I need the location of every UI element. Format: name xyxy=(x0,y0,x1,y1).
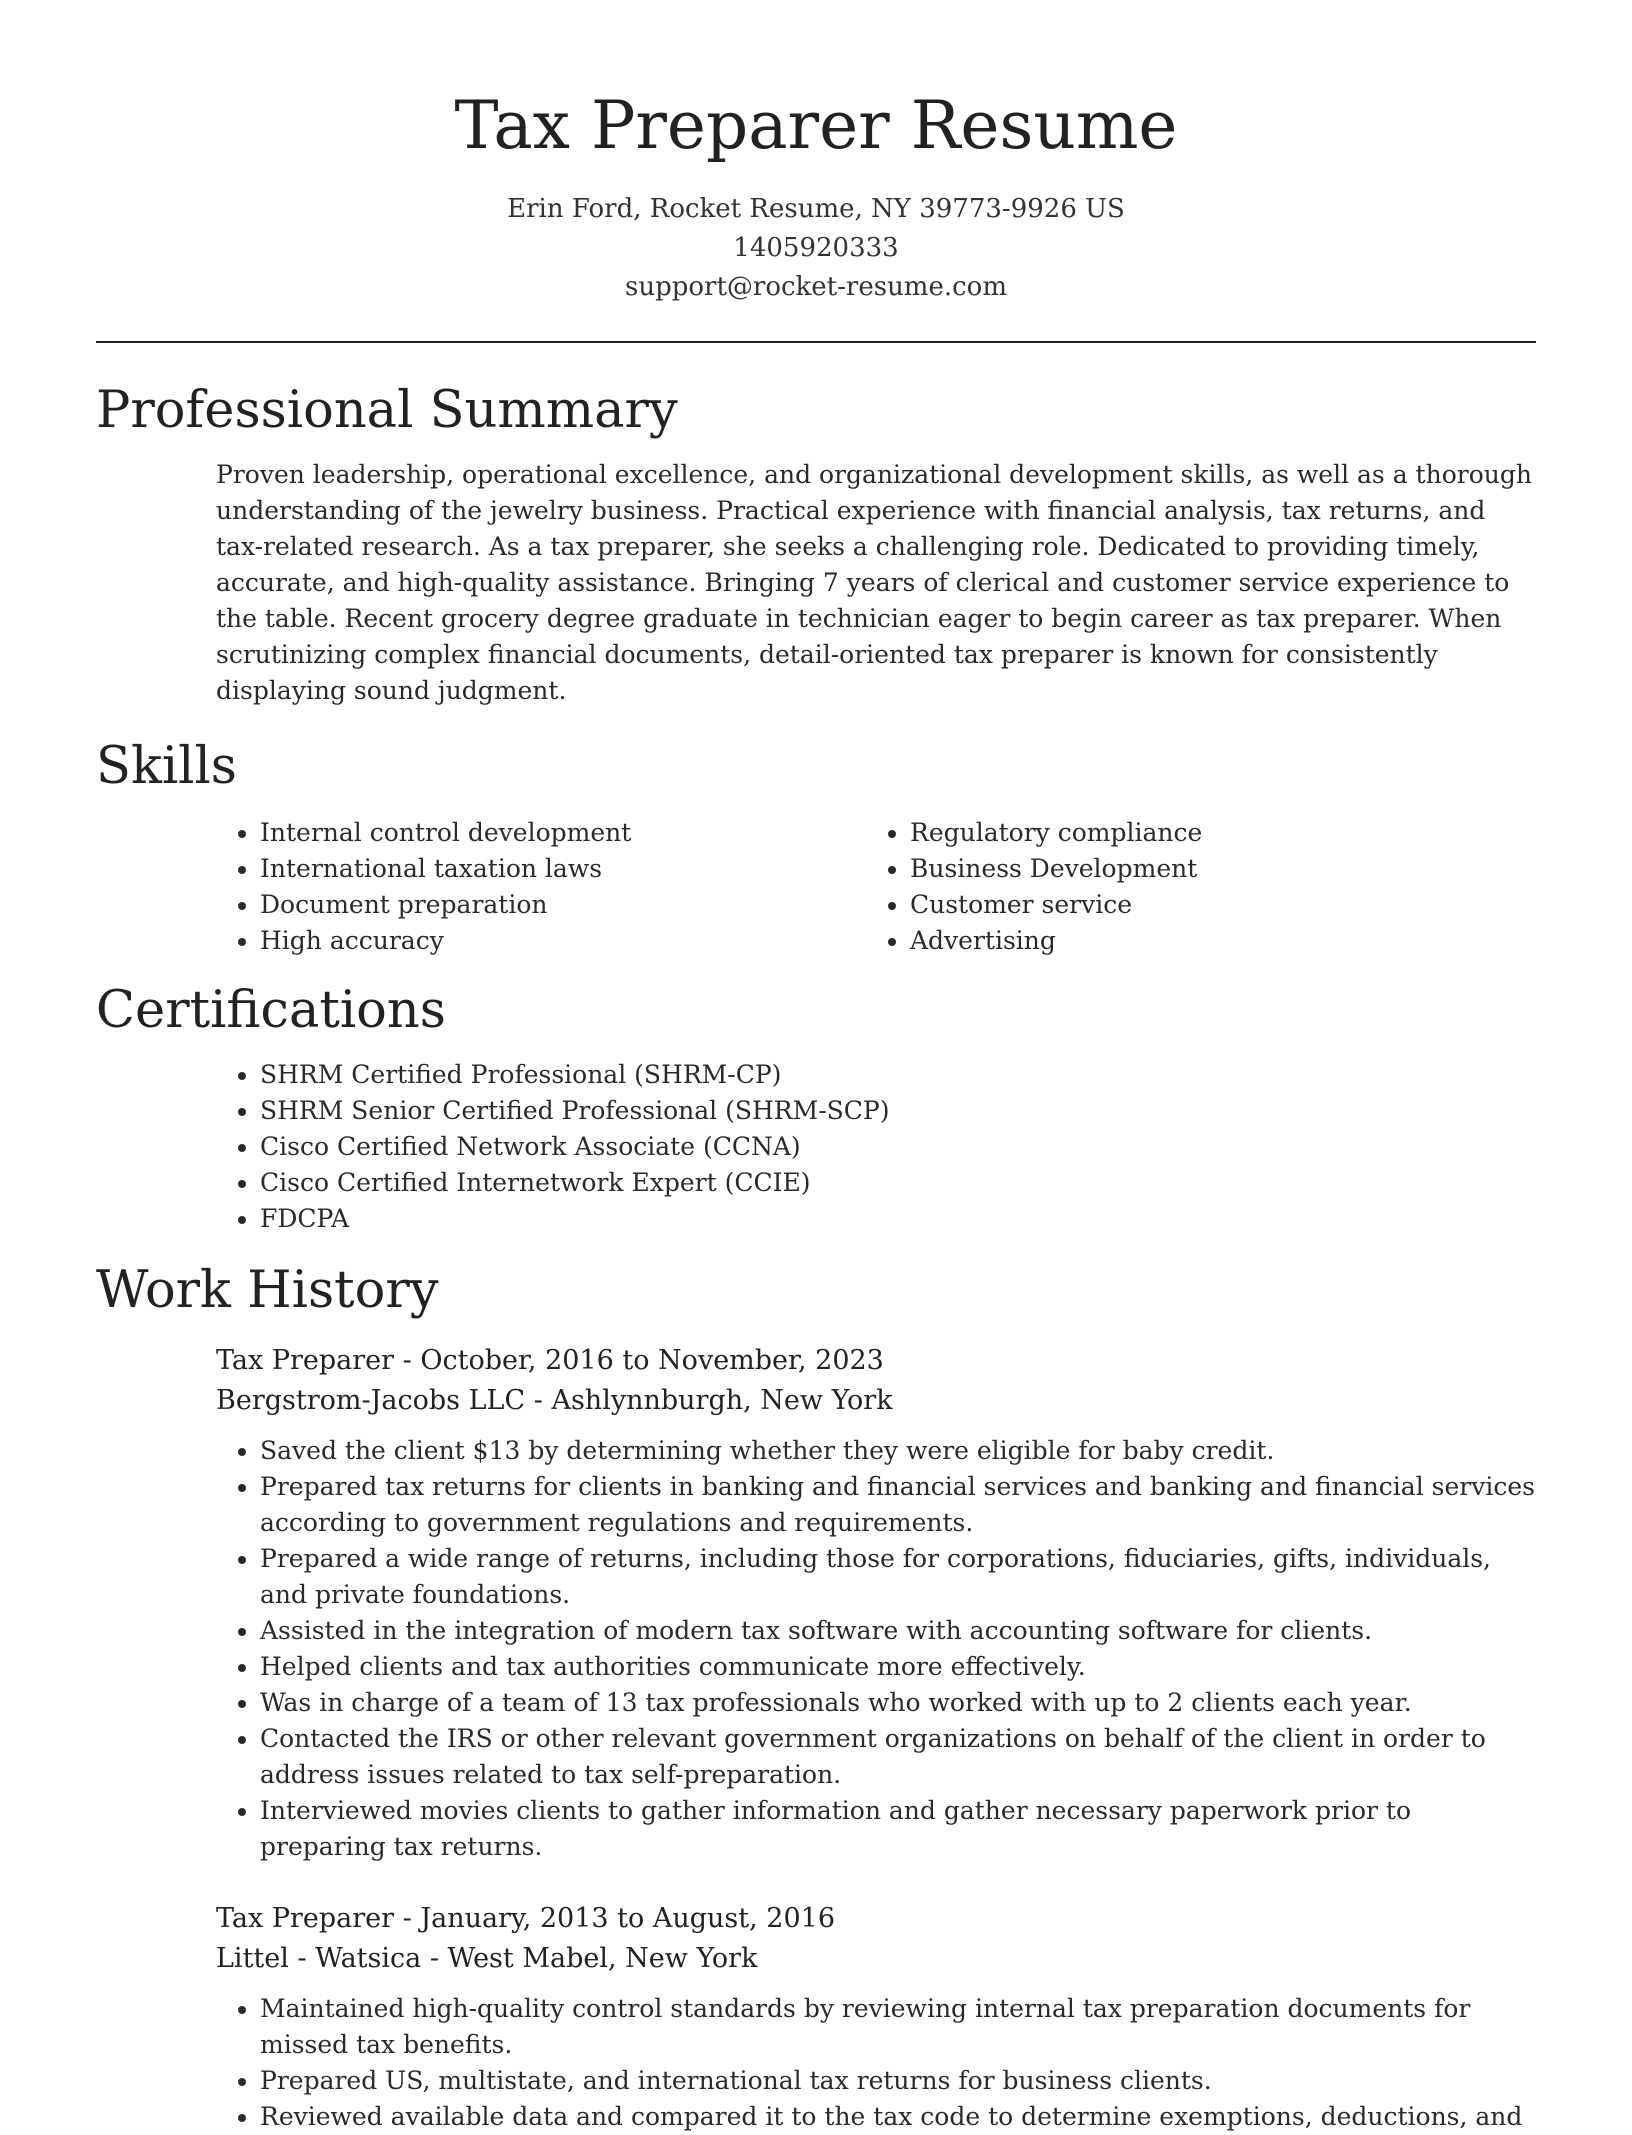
job-title-line: Tax Preparer - October, 2016 to November, 2023 xyxy=(216,1345,884,1376)
page-title: Tax Preparer Resume xyxy=(454,87,1178,164)
skill-item: • Business Development xyxy=(910,851,1516,887)
job-duty: • Prepared a wide range of returns, including those for corporations, fiduciaries, gifts, individuals, and private foundations. xyxy=(260,1541,1536,1613)
skill-item: • Internal control development xyxy=(260,815,866,851)
certifications-list xyxy=(216,1057,1536,1237)
job-location: West Mabel, New York xyxy=(447,1943,758,1974)
certification-item: • FDCPA xyxy=(260,1201,1536,1237)
job-duty: • Maintained high-quality control standards by reviewing internal tax preparation documents for missed tax benefits. xyxy=(260,1991,1536,2063)
contact-address: Erin Ford, Rocket Resume, NY 39773-9926 US xyxy=(507,194,1125,224)
summary-heading: Professional Summary xyxy=(96,381,678,440)
certifications-section xyxy=(96,979,1536,1237)
summary-section xyxy=(96,379,1536,709)
job-company: Littel - Watsica xyxy=(216,1943,422,1974)
work-history-section xyxy=(96,1259,1536,2135)
job-title: Tax Preparer xyxy=(216,1903,395,1934)
skill-item: • Advertising xyxy=(910,923,1516,959)
contact-email: support@rocket-resume.com xyxy=(624,272,1007,302)
skills-list-left xyxy=(216,815,866,959)
skill-item: • International taxation laws xyxy=(260,851,866,887)
certification-item: • Cisco Certified Network Associate (CCNA) xyxy=(260,1129,1536,1165)
certification-item: • SHRM Senior Certified Professional (SHRM-SCP) xyxy=(260,1093,1536,1129)
job-title-line: Tax Preparer - January, 2013 to August, 2016 xyxy=(216,1903,836,1934)
certification-item: • SHRM Certified Professional (SHRM-CP) xyxy=(260,1057,1536,1093)
skills-column-right xyxy=(866,815,1516,959)
job-duty: • Interviewed movies clients to gather information and gather necessary paperwork prior to preparing tax returns. xyxy=(260,1793,1536,1865)
job-entry xyxy=(216,1899,1536,2135)
job-duty: • Reviewed available data and compared it to the tax code to determine exemptions, deductions, and xyxy=(260,2099,1536,2135)
job-duty: • Prepared tax returns for clients in banking and financial services and banking and financial services according to government regulations and requirements. xyxy=(260,1469,1536,1541)
job-company-line: Bergstrom-Jacobs LLC - Ashlynnburgh, New York xyxy=(216,1385,893,1416)
skills-section xyxy=(96,735,1536,959)
job-duties-list xyxy=(216,1433,1536,1865)
skills-heading: Skills xyxy=(96,737,237,796)
certification-item: • Cisco Certified Internetwork Expert (CCIE) xyxy=(260,1165,1536,1201)
work-history-heading: Work History xyxy=(96,1261,439,1320)
skill-item: • Regulatory compliance xyxy=(910,815,1516,851)
job-duties-list xyxy=(216,1991,1536,2135)
job-duty: • Contacted the IRS or other relevant government organizations on behalf of the client in order to address issues related to tax self-preparation. xyxy=(260,1721,1536,1793)
skills-list-right xyxy=(866,815,1516,959)
summary-text: Proven leadership, operational excellence, and organizational development skills, as well as a thorough understanding of the jewelry business. Practical experience with financial analysis, tax returns, and tax-related research. As a tax preparer, she seeks a challenging role. Dedicated to providing timely, accurate, and high-quality assistance. Bringing 7 years of clerical and customer service experience to the table. Recent grocery degree graduate in technician eager to begin career as tax preparer. When scrutinizing complex financial documents, detail-oriented tax preparer is known for consistently displaying sound judgment. xyxy=(216,460,1532,705)
certifications-heading: Certifications xyxy=(96,981,446,1040)
job-dates: October, 2016 to November, 2023 xyxy=(420,1345,884,1376)
skill-item: • Document preparation xyxy=(260,887,866,923)
skill-item: • Customer service xyxy=(910,887,1516,923)
skills-column-left xyxy=(216,815,866,959)
resume-page xyxy=(96,0,1536,2131)
skill-item: • High accuracy xyxy=(260,923,866,959)
job-entry xyxy=(216,1341,1536,1865)
job-duty: • Saved the client $13 by determining whether they were eligible for baby credit. xyxy=(260,1433,1536,1469)
header-divider xyxy=(96,341,1536,343)
skills-grid xyxy=(216,815,1536,959)
job-duty: • Helped clients and tax authorities communicate more effectively. xyxy=(260,1649,1536,1685)
contact-info xyxy=(96,190,1536,307)
job-duty: • Prepared US, multistate, and international tax returns for business clients. xyxy=(260,2063,1536,2099)
job-company: Bergstrom-Jacobs LLC xyxy=(216,1385,526,1416)
job-duty: • Was in charge of a team of 13 tax professionals who worked with up to 2 clients each year. xyxy=(260,1685,1536,1721)
job-location: Ashlynnburgh, New York xyxy=(551,1385,893,1416)
contact-phone: 1405920333 xyxy=(733,233,899,263)
job-duty: • Assisted in the integration of modern tax software with accounting software for clients. xyxy=(260,1613,1536,1649)
job-title: Tax Preparer xyxy=(216,1345,395,1376)
job-company-line: Littel - Watsica - West Mabel, New York xyxy=(216,1943,758,1974)
job-dates: January, 2013 to August, 2016 xyxy=(420,1903,836,1934)
